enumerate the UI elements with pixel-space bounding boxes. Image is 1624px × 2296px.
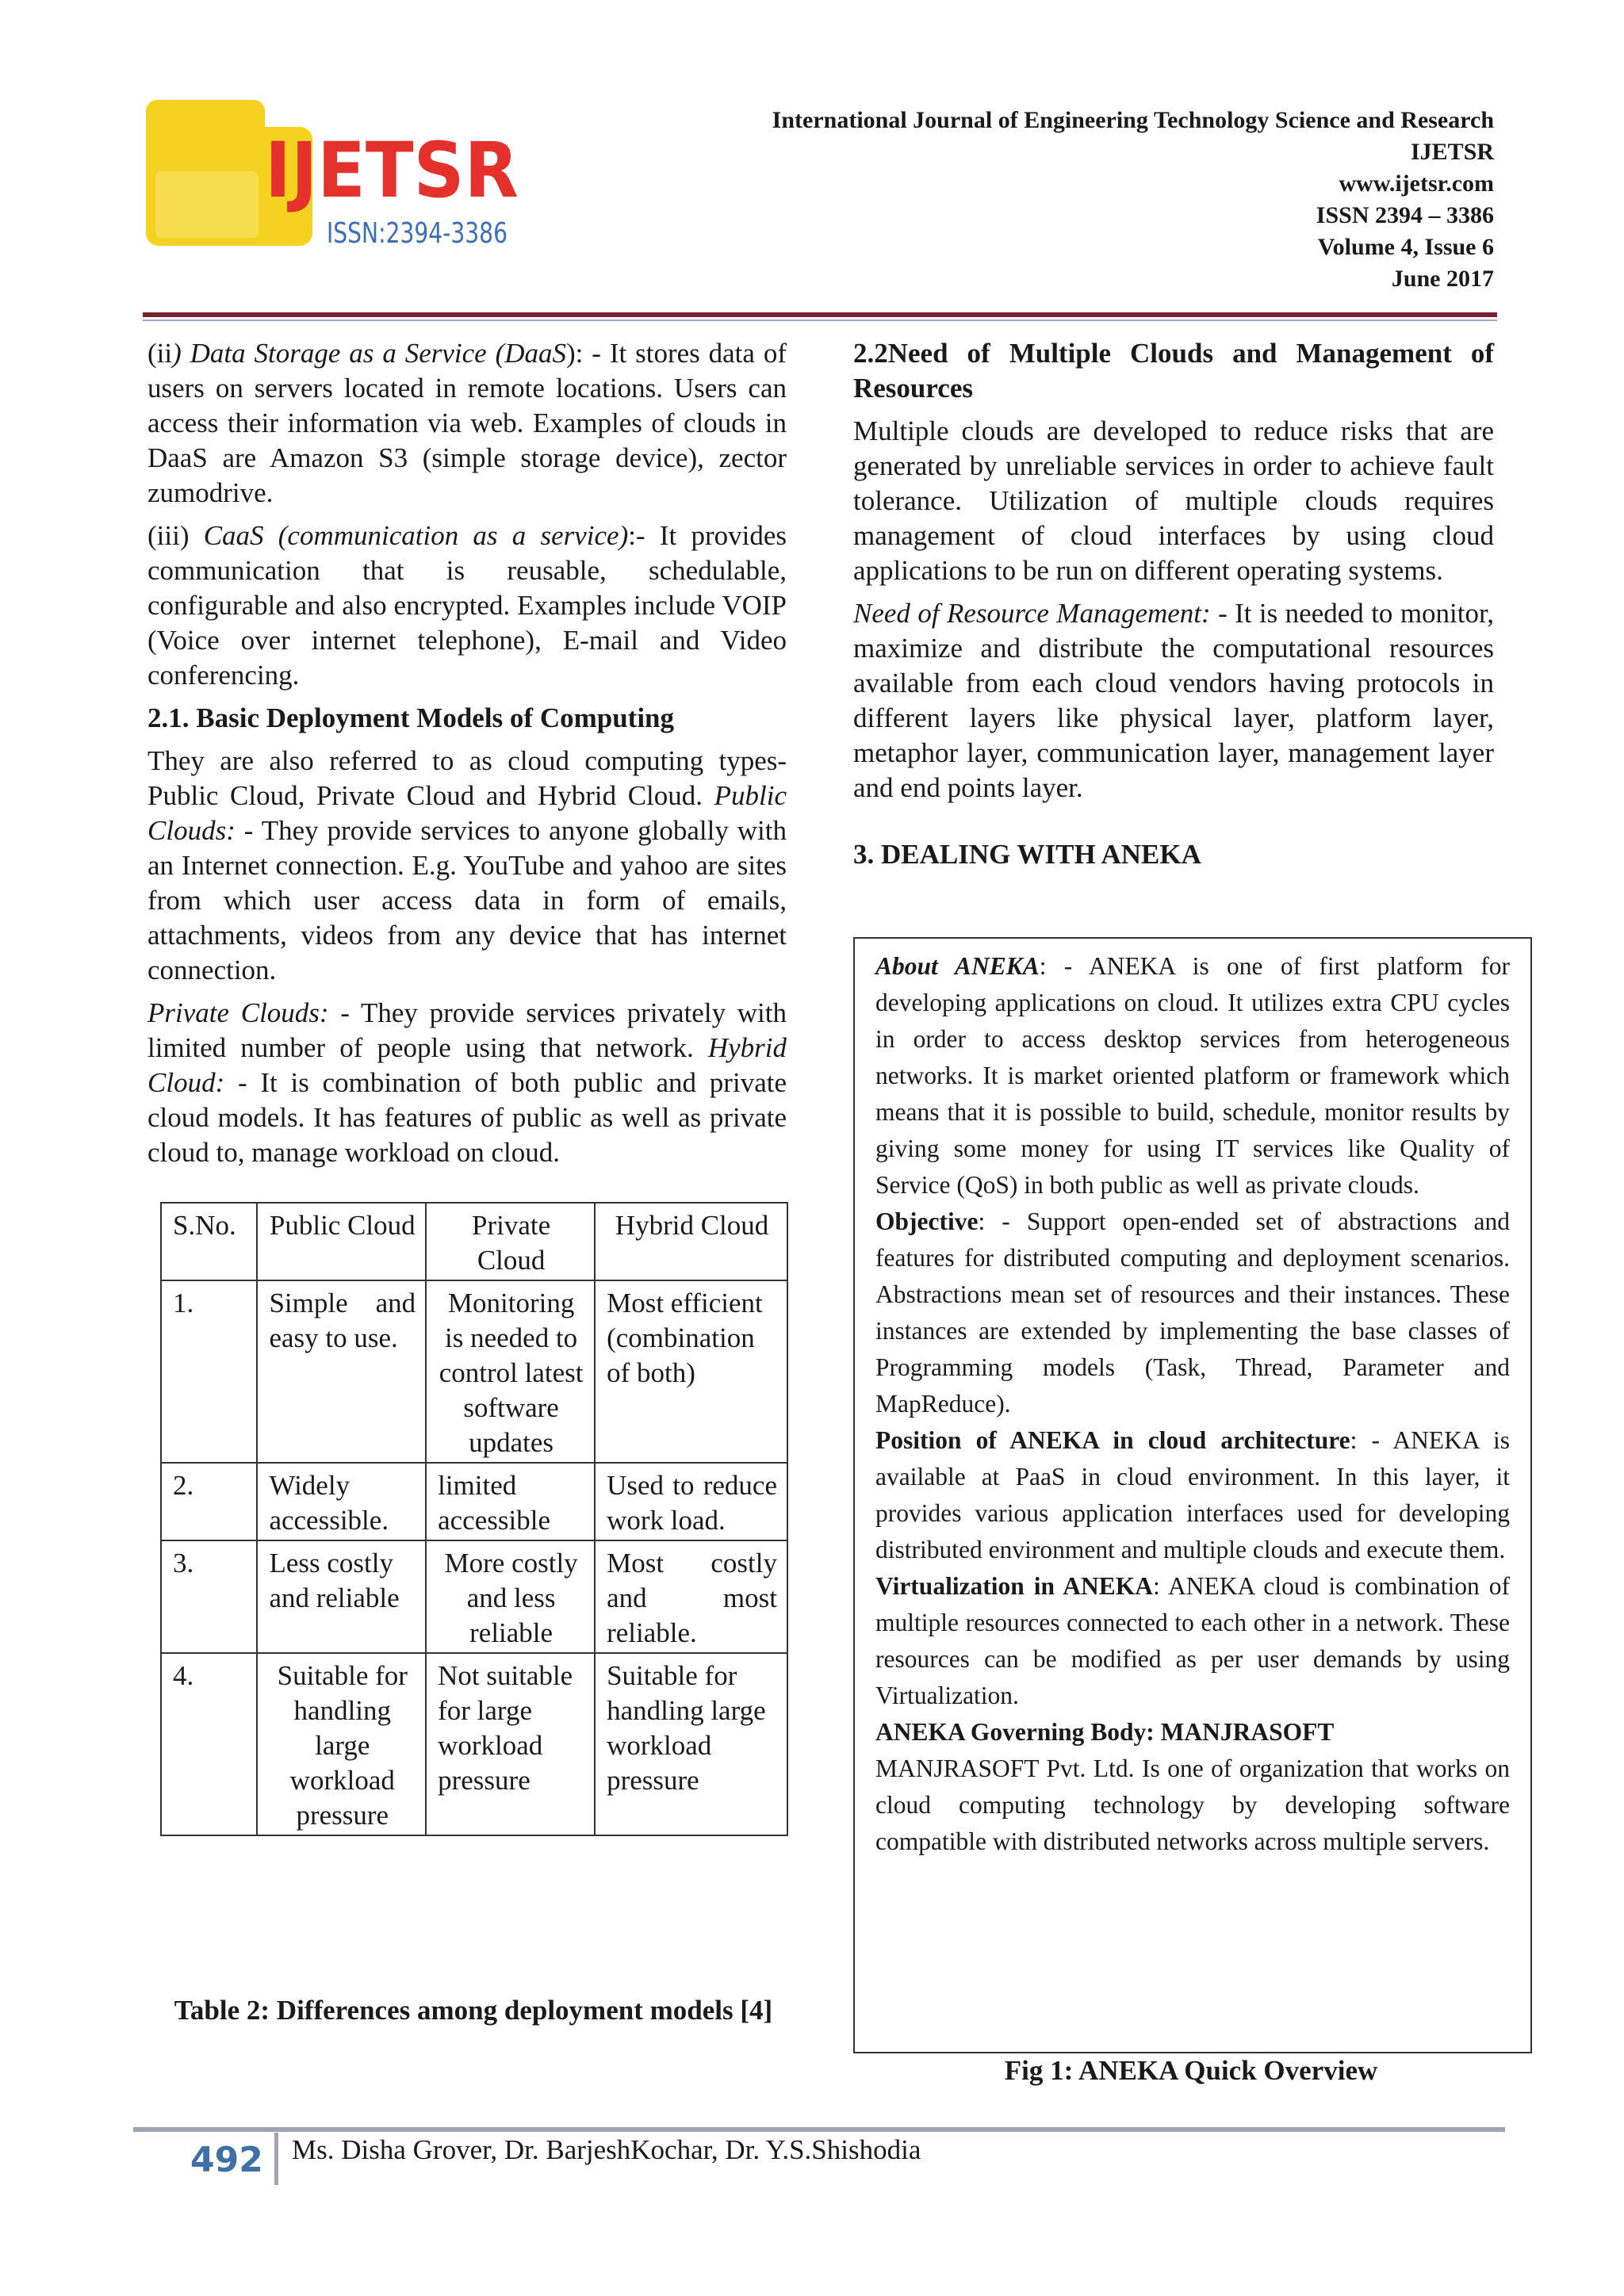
multiple-clouds-paragraph: Multiple clouds are developed to reduce risks that are generated by unreliable services in order to achieve fault tolerance. Utilization of multiple clouds requires management of cloud interfaces by using cloud applications to be run on different operating systems. (853, 415, 1494, 586)
table-cell: More costly and less reliable (426, 1540, 595, 1653)
table-cell: 1. (161, 1280, 257, 1463)
table-row (161, 1280, 787, 1463)
figure-caption: Fig 1: ANEKA Quick Overview (1004, 2055, 1378, 2086)
table-cell: 2. (161, 1463, 257, 1540)
journal-issn: ISSN 2394 – 3386 (1316, 202, 1494, 228)
table-header-cell: Private Cloud (426, 1203, 595, 1280)
deployment-models-table (160, 1202, 788, 1836)
footer-divider (274, 2133, 278, 2185)
position-in-architecture: Position of ANEKA in cloud architecture: - ANEKA is available at PaaS in cloud environment. In this layer, it provides various application interfaces used for developing distributed environment and multiple clouds and execute them. (875, 1426, 1511, 1563)
header-rule-thin (143, 320, 1497, 321)
logo-wordmark: IJETSR (265, 126, 519, 215)
table-header-cell: Hybrid Cloud (595, 1203, 787, 1280)
footer-rule (133, 2127, 1505, 2132)
table-header-row (161, 1203, 787, 1280)
header-rule (143, 312, 1497, 317)
table-row (161, 1653, 787, 1835)
table-cell: Suitable for handling large workload pressure (257, 1653, 426, 1835)
deployment-paragraph: They are also referred to as cloud computing types- Public Cloud, Private Cloud and Hybrid Cloud. Public Clouds: - They provide services to anyone globally with an Internet connection. E.g. YouTube and yahoo are sites from which user access data in form of emails, attachments, videos from any device that has internet connection. (147, 745, 787, 985)
journal-volume: Volume 4, Issue 6 (1317, 234, 1494, 260)
logo-highlight-shape (155, 171, 259, 238)
section-heading-2-2: 2.2Need of Multiple Clouds and Management of Resources (853, 338, 1494, 404)
logo-issn: ISSN:2394-3386 (327, 217, 508, 250)
about-aneka: About ANEKA: - ANEKA is one of first platform for developing applications on cloud. It utilizes extra CPU cycles in order to access desktop services from heterogeneous networks. It is market oriented platform or framework which means that it is possible to build, schedule, monitor results by giving some money for using IT services like Quality of Service (QoS) in both public as well as private clouds. (875, 952, 1510, 1199)
aneka-overview-box (853, 937, 1532, 2053)
table-cell: Not suitable for large workload pressure (426, 1653, 595, 1835)
governing-body-text: MANJRASOFT Pvt. Ltd. Is one of organization that works on cloud computing technology by developing software compatible with distributed networks across multiple servers. (875, 1755, 1510, 1855)
table-cell: Suitable for handling large workload pressure (595, 1653, 787, 1835)
table-cell: Simple and easy to use. (257, 1280, 426, 1463)
daas-paragraph: (ii) Data Storage as a Service (DaaS): - It stores data of users on servers located in remote locations. Users can access their information via web. Examples of clouds in DaaS are Amazon S3 (simple storage device), zector zumodrive. (147, 338, 787, 508)
private-hybrid-paragraph: Private Clouds: - They provide services privately with limited number of people using that network. Hybrid Cloud: - It is combination of both public and private cloud models. It has features of public as well as private cloud to, manage workload on cloud. (147, 997, 787, 1168)
left-column (147, 336, 787, 1178)
table-cell: Monitoring is needed to control latest software updates (426, 1280, 595, 1463)
table-cell: Widely accessible. (257, 1463, 426, 1540)
section-heading-3: 3. DEALING WITH ANEKA (853, 839, 1201, 870)
table-cell: 4. (161, 1653, 257, 1835)
caas-paragraph: (iii) CaaS (communication as a service):- It provides communication that is reusable, schedulable, configurable and also encrypted. Examples include VOIP (Voice over internet telephone), E-mail and Video conferencing. (147, 520, 787, 691)
virtualization: Virtualization in ANEKA: ANEKA cloud is combination of multiple resources connected to each other in a network. These resources can be modified as per user demands by using Virtualization. (875, 1572, 1510, 1709)
journal-header (622, 105, 1494, 295)
table-cell: Most costly and most reliable. (595, 1540, 787, 1653)
table-cell: Most efficient (combination of both) (595, 1280, 787, 1463)
journal-abbr: IJETSR (1410, 139, 1494, 165)
table-cell: Used to reduce work load. (595, 1463, 787, 1540)
table-caption: Table 2: Differences among deployment models [4] (174, 1995, 773, 2026)
footer-authors: Ms. Disha Grover, Dr. BarjeshKochar, Dr. Y.S.Shishodia (292, 2134, 921, 2165)
table-header-cell: S.No. (161, 1203, 257, 1280)
table-row (161, 1540, 787, 1653)
journal-date: June 2017 (1391, 266, 1494, 292)
table-cell: 3. (161, 1540, 257, 1653)
table-cell: Less costly and reliable (257, 1540, 426, 1653)
table-row (161, 1463, 787, 1540)
journal-logo (146, 100, 574, 258)
journal-url[interactable]: www.ijetsr.com (1339, 170, 1494, 197)
objective: Objective: - Support open-ended set of abstractions and features for distributed computing and deployment scenarios. Abstractions mean set of resources and their instances. These instances are extended by implementing the base classes of Programming models (Task, Thread, Parameter and MapReduce). (875, 1207, 1510, 1418)
page-number: 492 (190, 2140, 263, 2180)
table-cell: limited accessible (426, 1463, 595, 1540)
right-column (853, 336, 1494, 880)
section-heading-2-1: 2.1. Basic Deployment Models of Computing (147, 702, 675, 733)
table-header-cell: Public Cloud (257, 1203, 426, 1280)
resource-management-paragraph: Need of Resource Management: - It is needed to monitor, maximize and distribute the computational resources available from each cloud vendors having protocols in different layers like physical layer, platform layer, metaphor layer, communication layer, management layer and end points layer. (853, 598, 1494, 803)
journal-name: International Journal of Engineering Technology Science and Research (772, 107, 1494, 133)
governing-body-heading: ANEKA Governing Body: MANJRASOFT (875, 1718, 1335, 1746)
